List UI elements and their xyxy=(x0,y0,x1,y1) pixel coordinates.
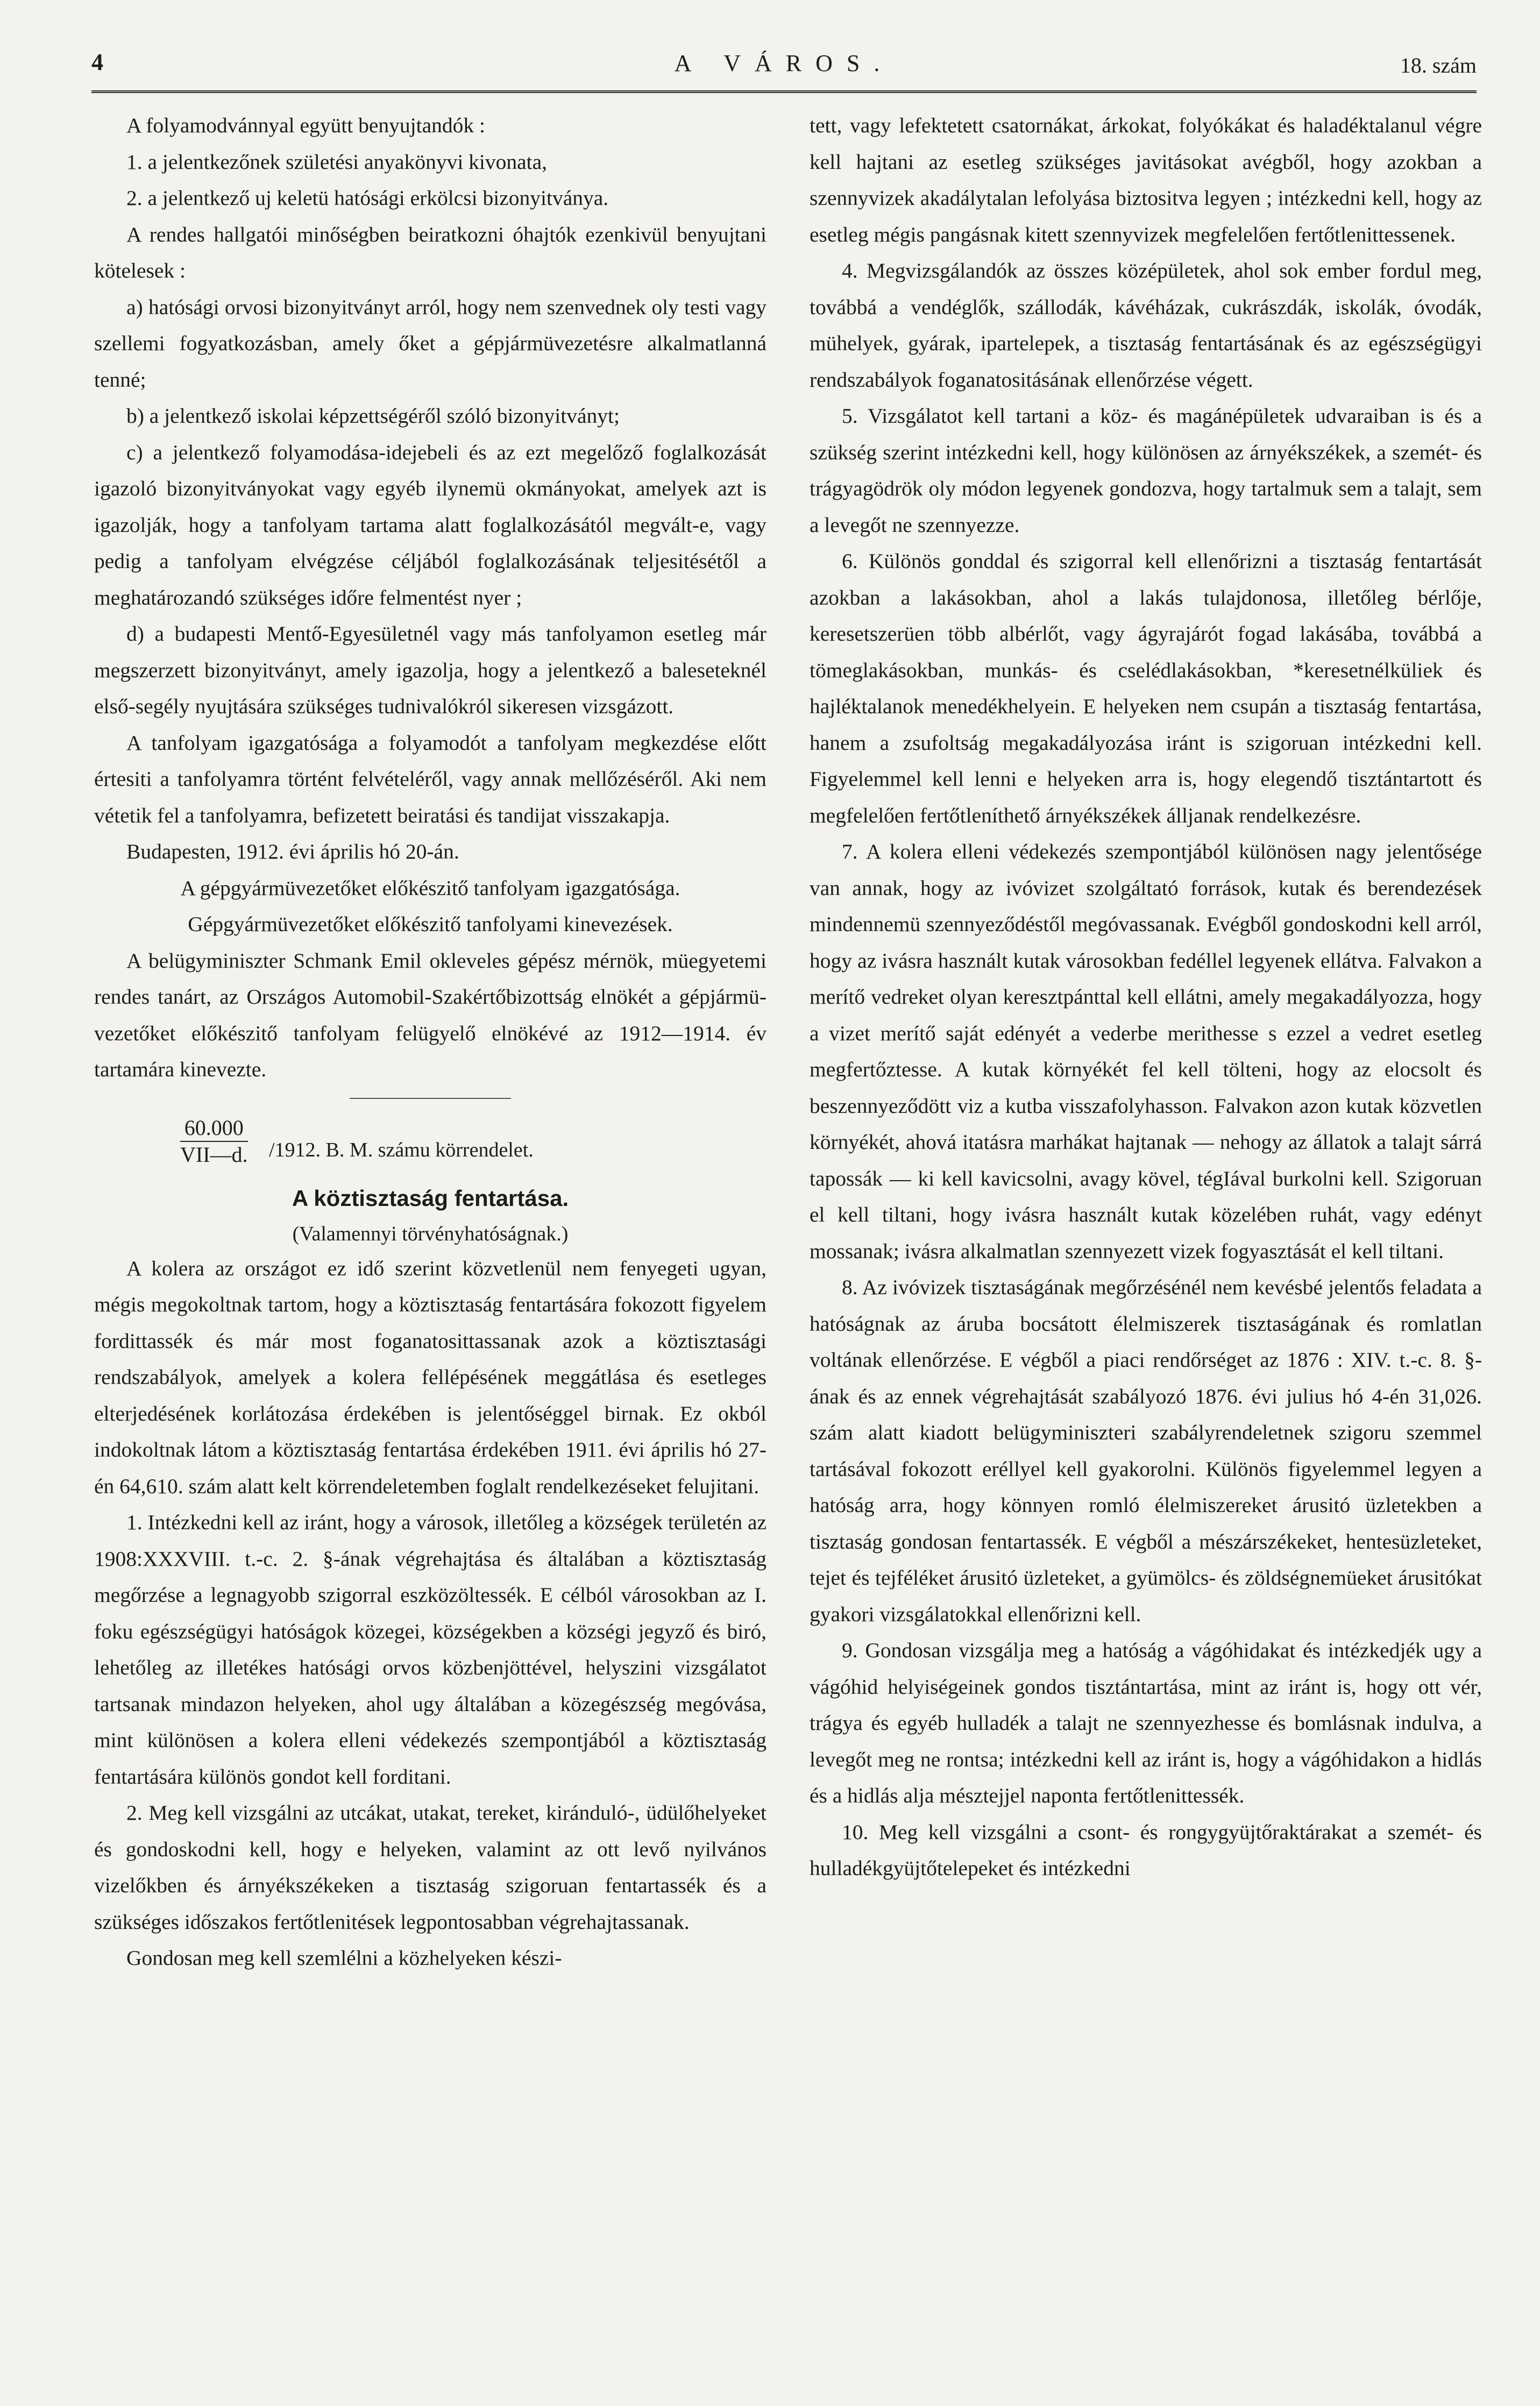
article-subheading: (Valamennyi törvényhatóságnak.) xyxy=(292,1222,569,1245)
paragraph: A rendes hallgatói minőségben beiratkozni óhajtók ezenkivül benyujtani kötelesek : xyxy=(94,222,767,282)
ordinance-denominator: VII—d. xyxy=(180,1142,248,1167)
journal-title: A VÁROS. xyxy=(674,50,894,76)
paragraph: b) a jelentkező iskolai képzettségéről szóló bizonyitványt; xyxy=(126,404,620,428)
section-title: Gépgyármüvezetőket előkészitő tanfolyami kinevezések. xyxy=(188,912,673,936)
paragraph: 10. Meg kell vizsgálni a csont- és rongygyüjtőraktárakat a szemét- és hulladékgyüjtőtelepeket és intézkedni xyxy=(810,1820,1482,1880)
paragraph: 8. Az ivóvizek tisztaságának megőrzésénél nem kevésbé jelentős feladata a hatóságnak az áruba bocsátott élelmiszerek tisztaságának és romlatlan voltának ellenőrzése. E végből a piaci rendőrséget az 1876 : XIV. t.-c. 8. §-ának és az ennek végrehajtását szabályozó 1876. évi julius hó 4-én 31,026. szám alatt kiadott belügyminiszteri szabályrendeletnek szigoru szemmel tartásával fokozott eréllyel kell gyakorolni. Különös figyelemmel legyen a hatóság arra, hogy könnyen romló élelmiszereket árusitó üzletekben a tisztaság gondosan fentartassék. E végből a mészárszékeket, hentesüzleteket, tejet és tejféléket árusitó üzleteket, a gyümölcs- és zöldségnemüeket árusitókat gyakori vizsgálatokkal ellenőrizni kell. xyxy=(810,1275,1482,1626)
page-number: 4 xyxy=(91,49,103,75)
divider xyxy=(350,1098,511,1099)
article-headline: A köztisztaság fentartása. xyxy=(292,1185,569,1211)
ordinance-number xyxy=(94,1115,767,1180)
left-column xyxy=(94,108,767,1977)
paragraph: A folyamodvánnyal együtt benyujtandók : xyxy=(126,113,485,137)
paragraph: 1. a jelentkezőnek születési anyakönyvi kivonata, xyxy=(126,150,548,174)
paragraph: A tanfolyam igazgatósága a folyamodót a tanfolyam megkezdése előtt értesiti a tanfolyamra történt felvételéről, vagy annak mellőzéséről. Aki nem vétetik fel a tanfolyamra, befizetett beiratási és tandijat visszakapja. xyxy=(94,730,767,827)
date-line: Budapesten, 1912. évi április hó 20-án. xyxy=(126,840,459,863)
paragraph: 4. Megvizsgálandók az összes középületek, ahol sok ember fordul meg, továbbá a vendéglők, szállodák, kávéházak, cukrászdák, iskolák, óvodák, mühelyek, gyárak, ipartelepek, a tisztaság fentartásának és az egészségügyi rendszabályok foganatositásának ellenőrzése végett. xyxy=(810,259,1482,392)
paragraph: Gondosan meg kell szemlélni a közhelyeken készi- xyxy=(126,1946,562,1970)
paragraph: 1. Intézkedni kell az iránt, hogy a városok, illetőleg a községek területén az 1908:XXXVIII. t.-c. 2. §-ának végrehajtása és általában a köztisztaság megőrzése a legnagyobb szigorral eszközöltessék. E célból városokban az I. foku egészségügyi hatóságok közegei, községekben a községi jegyző és biró, lehetőleg az illetékes hatósági orvos közbenjöttével, helyszini vizsgálatot tartsanak mindazon helyeken, ahol ugy általában a közegészség megóvása, mint különösen a kolera elleni védekezés szempontjából a köztisztaság fentartására különös gondot kell forditani. xyxy=(94,1510,767,1788)
signature: A gépgyármüvezetőket előkészitő tanfolyam igazgatósága. xyxy=(180,876,680,900)
paragraph: 9. Gondosan vizsgálja meg a hatóság a vágóhidakat és intézkedjék ugy a vágóhid helyiségeinek gondos tisztántartása, mint az iránt is, hogy ott vér, trágya és egyéb hulladék a talajt ne szennyezhesse és bomlásnak indulva, a levegőt meg ne rontsa; intézkedni kell az iránt is, hogy a vágóhidakon a hidlás és a hidlás alja mésztejjel naponta fertőtlenittessék. xyxy=(810,1638,1482,1807)
paragraph: 5. Vizsgálatot kell tartani a köz- és magánépületek udvaraiban is és a szükség szerint intézkedni kell, hogy különösen az árnyékszékek, a szemét- és trágyagödrök oly módon legyenek gondozva, hogy tartalmuk sem a talajt, sem a levegőt ne szennyezze. xyxy=(810,404,1482,537)
paragraph: tett, vagy lefektetett csatornákat, árkokat, folyókákat és haladéktalanul végre kell hajtani az esetleg szükséges javitásokat avégből, hogy azokban a szennyvizek akadálytalan lefolyása biztositva legyen ; intézkedni kell, hogy az esetleg mégis pangásnak kitett szennyvizek megfelelően fertőtlenittessenek. xyxy=(810,113,1482,246)
paragraph: c) a jelentkező folyamodása-idejebeli és az ezt megelőző foglalkozását igazoló bizonyitványokat vagy egyéb ilynemü okmányokat, amelyek azt is igazolják, hogy a tanfolyam tartama alatt foglalkozásától megvált-e, vagy pedig a tanfolyam elvégzése céljából foglalkozásának teljesitésétől a meghatározandó szükséges időre felmentést nyer ; xyxy=(94,440,767,609)
paragraph: 7. A kolera elleni védekezés szempontjából különösen nagy jelentősége van annak, hogy az ivóvizet szolgáltató források, kutak és berendezések mindennemü szennyeződéstől megóvassanak. Evégből gondoskodni kell arról, hogy az ivásra használt kutak városokban fedéllel legyenek ellátva. Falvakon a merítő vedreket olyan keresztpánttal kell ellátni, amely megakadályozza, hogy a vizet merítő saját edényét a vederbe merithesse s ezzel a vedret esetleg megfertőztesse. A kutak környékét fel kell tölteni, hogy az elocsolt és beszennyeződött viz a kutba visszafolyhasson. Falvakon azon kutak közvetlen környékét, ahová itatásra marhákat hajtanak — nehogy az állatok a talajt sárrá tapossák — ki kell kavicsolni, avagy kövel, tégIával burkolni kell. Szigoruan el kell tiltani, hogy ivásra használt kutak közelében ruhát, vagy edényt mossanak; ivásra alkalmatlan szennyezett vizek fogyasztását el kell tiltani. xyxy=(810,840,1482,1263)
paragraph: a) hatósági orvosi bizonyitványt arról, hogy nem szenvednek oly testi vagy szellemi fogyatkozásban, amely őket a gépjármüvezetésre alkalmatlanná tenné; xyxy=(94,295,767,392)
paragraph: 6. Különös gonddal és szigorral kell ellenőrizni a tisztaság fentartását azokban a lakásokban, ahol a lakás tulajdonosa, illetőleg bérlője, keresetszerüen több albérlőt, vagy ágyrajárót fogad lakásába, továbbá a tömeglakásokban, munkás- és cselédlakásokban, *keresetnélküliek és hajléktalanok menedékhelyein. E helyeken nem csupán a tisztaság fentartása, hanem a zsufoltság megakadályozása iránt is szigoruan intézkedni kell. Figyelemmel kell lenni e helyeken arra is, hogy elegendő tisztántartott és megfelelően fertőtleníthető árnyékszékek álljanak rendelkezésre. xyxy=(810,549,1482,827)
ordinance-numerator: 60.000 xyxy=(180,1115,248,1142)
paragraph: 2. Meg kell vizsgálni az utcákat, utakat, tereket, kiránduló-, üdülőhelyeket és gondoskodni kell, hogy e helyeken, valamint az ott levő nyilvános vizelőkben és árnyékszékeken a tisztaság szigoruan fentartassék és a szükséges időszakos fertőtlenitések legpontosabban végrehajtassanak. xyxy=(94,1801,767,1934)
ordinance-text: /1912. B. M. számu körrendelet. xyxy=(269,1138,534,1161)
ordinance-fraction xyxy=(180,1115,248,1168)
right-column xyxy=(810,108,1482,1887)
paragraph: 2. a jelentkező uj keletü hatósági erkölcsi bizonyitványa. xyxy=(126,186,609,210)
paragraph: d) a budapesti Mentő-Egyesületnél vagy más tanfolyamon esetleg már megszerzett bizonyitványt, amely igazolja, hogy a jelentkező a baleseteknél első-segély nyujtására szükséges tudnivalókról sikeresen vizsgázott. xyxy=(94,622,767,718)
paragraph: A belügyminiszter Schmank Emil okleveles gépész mérnök, müegyetemi rendes tanárt, az Országos Automobil-Szakértőbizottság elnökét a gépjármü-vezetőket előkészitő tanfolyam felügyelő elnökévé az 1912—1914. év tartamára kinevezte. xyxy=(94,948,767,1081)
page-header xyxy=(91,42,1477,93)
issue-number: 18. szám xyxy=(1400,53,1477,77)
paragraph: A kolera az országot ez idő szerint közvetlenül nem fenyegeti ugyan, mégis megokoltnak tartom, hogy a köztisztaság fentartására fokozott figyelem fordittassék és már most foganatosittassanak azok a köztisztasági rendszabályok, amelyek a kolera fellépésének meggátlása és esetleges elterjedésének korlátozása érdekében is jelentőséggel birnak. Ez okból indokoltnak látom a köztisztaság fentartása érdekében 1911. évi április hó 27-én 64,610. szám alatt kelt körrendeletemben foglalt rendelkezéseket felujitani. xyxy=(94,1256,767,1498)
